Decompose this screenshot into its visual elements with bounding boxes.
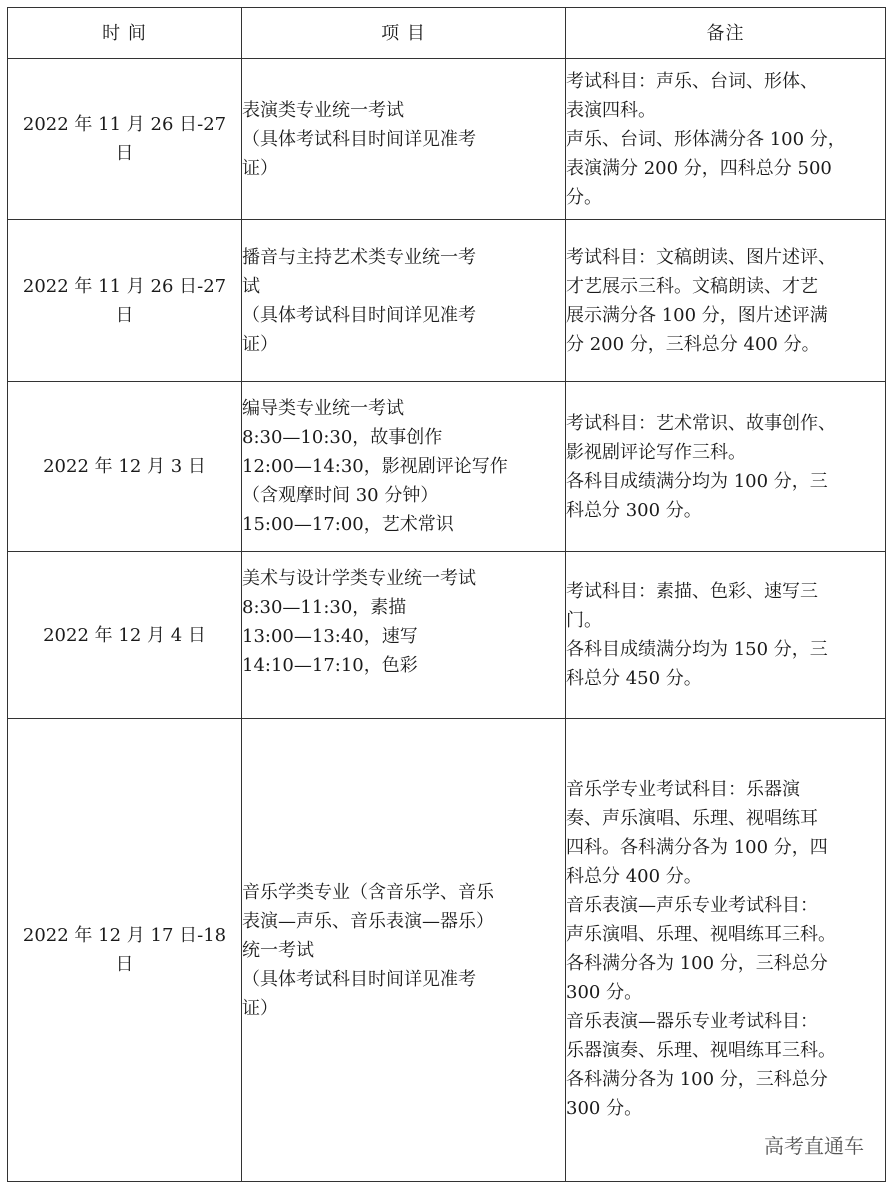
note-line: 音乐表演—器乐专业考试科目： [566, 1011, 818, 1032]
date-line: 日 [115, 954, 134, 975]
item-line: 编导类专业统一考试 [242, 398, 404, 419]
item-line: 证） [242, 997, 278, 1019]
exam-item-cell [242, 59, 566, 220]
item-line: 13:00—13:40，速写 [242, 626, 418, 647]
note-line: 分 200 分，三科总分 400 分。 [566, 333, 820, 355]
item-line: （具体考试科目时间详见准考 [242, 968, 476, 990]
note-line: 各科目成绩满分均为 100 分，三 [566, 470, 828, 492]
item-line: 美术与设计学类专业统一考试 [242, 568, 476, 589]
item-line: 15:00—17:00，艺术常识 [242, 514, 454, 535]
note-line: 音乐学专业考试科目：乐器演 [566, 779, 800, 800]
table-header-row [8, 8, 886, 59]
exam-item-cell [242, 552, 566, 719]
note-line: 科总分 300 分。 [566, 499, 702, 521]
note-line: 各科满分各为 100 分，三科总分 [566, 953, 828, 974]
note-line: 考试科目：艺术常识、故事创作、 [566, 412, 836, 434]
note-line: 300 分。 [566, 1098, 643, 1119]
exam-date-cell [8, 719, 242, 1182]
note-line: 分。 [566, 186, 602, 208]
note-line: 300 分。 [566, 982, 643, 1003]
item-line: 播音与主持艺术类专业统一考 [242, 246, 476, 268]
exam-note-cell [566, 719, 886, 1182]
date-line: 2022 年 12 月 4 日 [43, 624, 206, 646]
exam-item-cell [242, 220, 566, 382]
note-line: 展示满分各 100 分，图片述评满 [566, 304, 828, 326]
table-row [8, 382, 886, 552]
exam-item-cell [242, 382, 566, 552]
item-line: 试 [242, 275, 260, 297]
note-line: 乐器演奏、乐理、视唱练耳三科。 [566, 1040, 836, 1061]
exam-item-cell [242, 719, 566, 1182]
note-line: 声乐、台词、形体满分各 100 分， [566, 128, 846, 150]
note-line: 科总分 450 分。 [566, 668, 702, 689]
item-line: 8:30—11:30，素描 [242, 597, 407, 618]
item-line: 音乐学类专业（含音乐学、音乐 [242, 881, 494, 903]
note-line: 科总分 400 分。 [566, 866, 702, 887]
item-line: （具体考试科目时间详见准考 [242, 128, 476, 150]
note-line: 考试科目：素描、色彩、速写三 [566, 581, 818, 602]
header-note: 备注 [566, 8, 886, 59]
exam-note-cell [566, 552, 886, 719]
exam-note-cell [566, 220, 886, 382]
exam-date-cell [8, 59, 242, 220]
note-line: 表演四科。 [566, 99, 656, 121]
date-line: 2022 年 11 月 26 日-27 [22, 114, 227, 135]
note-line: 表演满分 200 分，四科总分 500 [566, 157, 832, 179]
exam-schedule-table [7, 7, 886, 1182]
note-line: 各科目成绩满分均为 150 分，三 [566, 639, 828, 660]
item-line: 12:00—14:30，影视剧评论写作 [242, 456, 508, 477]
date-line: 2022 年 12 月 3 日 [43, 456, 206, 477]
note-line: 才艺展示三科。文稿朗读、才艺 [566, 275, 818, 297]
table-row [8, 59, 886, 220]
note-line: 声乐演唱、乐理、视唱练耳三科。 [566, 924, 836, 945]
table-row [8, 552, 886, 719]
note-line: 考试科目：文稿朗读、图片述评、 [566, 246, 836, 268]
item-line: 证） [242, 333, 278, 355]
item-line: 证） [242, 157, 278, 179]
item-line: 表演类专业统一考试 [242, 99, 404, 121]
table-row [8, 220, 886, 382]
source-watermark: 高考直通车 [764, 1134, 864, 1158]
item-line: （含观摩时间 30 分钟） [242, 485, 439, 506]
item-line: 14:10—17:10，色彩 [242, 655, 418, 676]
table-row [8, 719, 886, 1182]
item-line: 表演—声乐、音乐表演—器乐） [242, 910, 494, 932]
date-line: 日 [115, 143, 134, 164]
date-line: 2022 年 11 月 26 日-27 [22, 275, 227, 297]
note-line: 音乐表演—声乐专业考试科目： [566, 895, 818, 916]
header-time: 时 间 [8, 8, 242, 59]
header-item: 项 目 [242, 8, 566, 59]
item-line: 8:30—10:30，故事创作 [242, 427, 443, 448]
exam-note-cell [566, 59, 886, 220]
exam-note-cell [566, 382, 886, 552]
item-line: 统一考试 [242, 939, 314, 961]
exam-date-cell [8, 220, 242, 382]
exam-date-cell [8, 382, 242, 552]
exam-date-cell [8, 552, 242, 719]
date-line: 2022 年 12 月 17 日-18 [22, 925, 227, 946]
note-line: 四科。各科满分各为 100 分，四 [566, 837, 828, 858]
item-line: （具体考试科目时间详见准考 [242, 304, 476, 326]
date-line: 日 [115, 304, 134, 326]
note-line: 影视剧评论写作三科。 [566, 441, 746, 463]
note-line: 各科满分各为 100 分，三科总分 [566, 1069, 828, 1090]
note-line: 门。 [566, 610, 602, 631]
note-line: 考试科目：声乐、台词、形体、 [566, 70, 818, 92]
note-line: 奏、声乐演唱、乐理、视唱练耳 [566, 808, 818, 829]
